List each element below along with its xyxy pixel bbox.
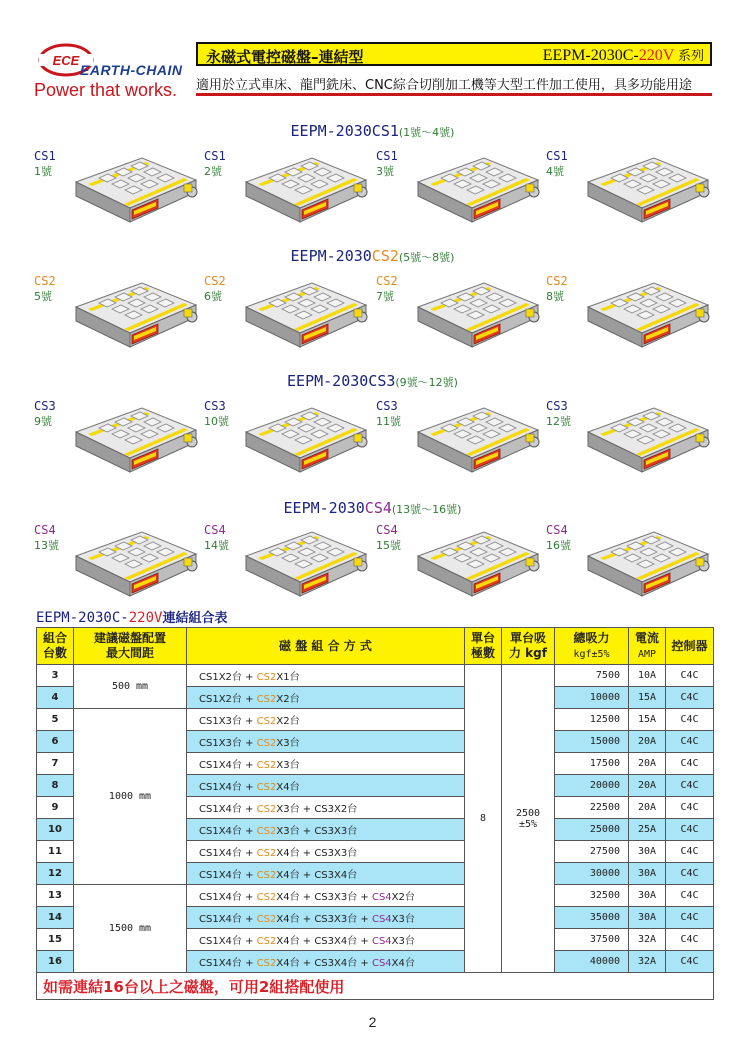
cell-total: 37500 bbox=[555, 929, 629, 951]
cell-combo: CS1X4台 + CS2X3台 + CS3X2台 bbox=[187, 797, 465, 819]
magnet-chuck-icon bbox=[404, 402, 544, 478]
unit-label bbox=[34, 400, 56, 429]
unit-code: CS3 bbox=[34, 399, 56, 413]
unit-cs2-4 bbox=[546, 275, 711, 353]
section-model: EEPM-2030 bbox=[290, 122, 372, 140]
cell-total: 12500 bbox=[555, 709, 629, 731]
unit-cs1-2 bbox=[204, 150, 369, 228]
unit-code: CS1 bbox=[34, 149, 56, 163]
unit-number: 14號 bbox=[204, 539, 229, 552]
magnet-chuck-icon bbox=[574, 402, 714, 478]
unit-label bbox=[546, 275, 568, 304]
cell-combo: CS1X4台 + CS2X4台 + CS3X3台 bbox=[187, 841, 465, 863]
unit-label bbox=[376, 400, 401, 429]
col-poles: 單台 極數 bbox=[465, 628, 502, 665]
table-footnote: 如需連結16台以上之磁盤，可用2組搭配使用 bbox=[37, 973, 714, 1000]
cell-count: 10 bbox=[37, 819, 74, 841]
unit-label bbox=[204, 524, 229, 553]
header-divider bbox=[196, 93, 712, 96]
cell-controller: C4C bbox=[666, 885, 714, 907]
unit-cs3-2 bbox=[204, 400, 369, 478]
cell-count: 8 bbox=[37, 775, 74, 797]
section-title-cs4 bbox=[0, 499, 745, 517]
cell-total: 35000 bbox=[555, 907, 629, 929]
cell-distance: 1500 mm bbox=[74, 885, 187, 973]
cell-amp: 30A bbox=[629, 863, 666, 885]
cell-controller: C4C bbox=[666, 951, 714, 973]
section-model: EEPM-2030 bbox=[290, 247, 372, 265]
cell-combo: CS1X4台 + CS2X4台 + CS3X4台 + CS4X3台 bbox=[187, 929, 465, 951]
col-total: 總吸力 kgf±5% bbox=[555, 628, 629, 665]
cell-total: 22500 bbox=[555, 797, 629, 819]
unit-label bbox=[204, 400, 229, 429]
cell-amp: 32A bbox=[629, 929, 666, 951]
brand-name: EARTH-CHAIN bbox=[80, 62, 183, 78]
unit-number: 4號 bbox=[546, 165, 564, 178]
col-amp: 電流 AMP bbox=[629, 628, 666, 665]
col-force: 單台吸 力 kgf bbox=[502, 628, 555, 665]
cell-total: 17500 bbox=[555, 753, 629, 775]
cell-combo: CS1X4台 + CS2X4台 bbox=[187, 775, 465, 797]
cell-count: 5 bbox=[37, 709, 74, 731]
cell-count: 12 bbox=[37, 863, 74, 885]
unit-label bbox=[546, 400, 571, 429]
unit-code: CS4 bbox=[34, 523, 56, 537]
unit-cs3-4 bbox=[546, 400, 711, 478]
logo-mark: ECE bbox=[52, 53, 80, 68]
section-range: (13號～16號) bbox=[391, 503, 462, 516]
magnet-chuck-icon bbox=[62, 526, 202, 602]
unit-code: CS1 bbox=[546, 149, 568, 163]
unit-code: CS3 bbox=[376, 399, 398, 413]
cell-distance: 1000 mm bbox=[74, 709, 187, 885]
magnet-chuck-icon bbox=[404, 277, 544, 353]
unit-label bbox=[546, 524, 571, 553]
magnet-chuck-icon bbox=[62, 402, 202, 478]
unit-number: 13號 bbox=[34, 539, 59, 552]
cell-total: 27500 bbox=[555, 841, 629, 863]
unit-code: CS3 bbox=[546, 399, 568, 413]
cell-amp: 20A bbox=[629, 753, 666, 775]
combination-table bbox=[36, 627, 714, 1000]
cell-count: 14 bbox=[37, 907, 74, 929]
section-range: (1號～4號) bbox=[398, 126, 455, 139]
subtitle: 適用於立式車床、龍門銑床、CNC綜合切削加工機等大型工件加工使用，具多功能用途 bbox=[196, 78, 692, 93]
unit-number: 6號 bbox=[204, 290, 222, 303]
unit-number: 10號 bbox=[204, 415, 229, 428]
unit-label bbox=[34, 275, 56, 304]
section-title-cs1 bbox=[0, 122, 745, 140]
unit-label bbox=[546, 150, 568, 179]
model-title: EEPM-2030C-220V 系列 bbox=[542, 47, 704, 64]
cell-controller: C4C bbox=[666, 753, 714, 775]
section-code: CS3 bbox=[368, 372, 396, 390]
unit-label bbox=[376, 150, 398, 179]
cell-amp: 10A bbox=[629, 665, 666, 687]
cell-total: 30000 bbox=[555, 863, 629, 885]
magnet-chuck-icon bbox=[232, 152, 372, 228]
col-controller: 控制器 bbox=[666, 628, 714, 665]
unit-number: 11號 bbox=[376, 415, 401, 428]
unit-code: CS2 bbox=[546, 274, 568, 288]
title-bar bbox=[196, 42, 712, 66]
cell-combo: CS1X4台 + CS2X4台 + CS3X4台 + CS4X4台 bbox=[187, 951, 465, 973]
col-combo: 磁 盤 組 合 方 式 bbox=[187, 628, 465, 665]
unit-cs3-1 bbox=[34, 400, 199, 478]
magnet-chuck-icon bbox=[62, 152, 202, 228]
cell-combo: CS1X4台 + CS2X4台 + CS3X4台 bbox=[187, 863, 465, 885]
unit-label bbox=[204, 150, 226, 179]
unit-code: CS1 bbox=[376, 149, 398, 163]
unit-cs2-3 bbox=[376, 275, 541, 353]
table-row bbox=[37, 885, 714, 907]
unit-label bbox=[34, 524, 59, 553]
unit-cs1-3 bbox=[376, 150, 541, 228]
section-code: CS2 bbox=[371, 247, 399, 265]
cell-total: 15000 bbox=[555, 731, 629, 753]
cell-count: 6 bbox=[37, 731, 74, 753]
unit-code: CS1 bbox=[204, 149, 226, 163]
cell-count: 15 bbox=[37, 929, 74, 951]
cell-combo: CS1X2台 + CS2X1台 bbox=[187, 665, 465, 687]
magnet-chuck-icon bbox=[404, 526, 544, 602]
cell-count: 9 bbox=[37, 797, 74, 819]
cell-combo: CS1X2台 + CS2X2台 bbox=[187, 687, 465, 709]
unit-code: CS4 bbox=[546, 523, 568, 537]
cell-total: 40000 bbox=[555, 951, 629, 973]
unit-number: 12號 bbox=[546, 415, 571, 428]
cell-total: 7500 bbox=[555, 665, 629, 687]
unit-code: CS4 bbox=[204, 523, 226, 537]
section-code: CS4 bbox=[364, 499, 392, 517]
cell-controller: C4C bbox=[666, 819, 714, 841]
cell-count: 16 bbox=[37, 951, 74, 973]
cell-count: 11 bbox=[37, 841, 74, 863]
cell-controller: C4C bbox=[666, 775, 714, 797]
page-title: 永磁式電控磁盤–連結型 bbox=[206, 48, 364, 66]
table-title: EEPM-2030C-220V連結組合表 bbox=[36, 610, 228, 626]
unit-cs2-1 bbox=[34, 275, 199, 353]
page-number: 2 bbox=[368, 1014, 377, 1030]
unit-cs4-2 bbox=[204, 524, 369, 602]
table-row bbox=[37, 709, 714, 731]
unit-number: 1號 bbox=[34, 165, 52, 178]
cell-amp: 30A bbox=[629, 907, 666, 929]
unit-code: CS2 bbox=[204, 274, 226, 288]
cell-controller: C4C bbox=[666, 841, 714, 863]
cell-combo: CS1X3台 + CS2X3台 bbox=[187, 731, 465, 753]
cell-combo: CS1X3台 + CS2X2台 bbox=[187, 709, 465, 731]
cell-amp: 30A bbox=[629, 885, 666, 907]
unit-cs3-3 bbox=[376, 400, 541, 478]
magnet-chuck-icon bbox=[232, 402, 372, 478]
section-title-cs2 bbox=[0, 247, 745, 265]
cell-total: 32500 bbox=[555, 885, 629, 907]
cell-force: 2500 ±5% bbox=[502, 665, 555, 973]
cell-amp: 15A bbox=[629, 687, 666, 709]
magnet-chuck-icon bbox=[232, 277, 372, 353]
magnet-chuck-icon bbox=[574, 152, 714, 228]
cell-amp: 25A bbox=[629, 819, 666, 841]
cell-amp: 30A bbox=[629, 841, 666, 863]
section-range: (9號～12號) bbox=[395, 376, 458, 389]
cell-controller: C4C bbox=[666, 731, 714, 753]
section-model: EEPM-2030 bbox=[287, 372, 369, 390]
cell-count: 4 bbox=[37, 687, 74, 709]
unit-cs2-2 bbox=[204, 275, 369, 353]
cell-poles: 8 bbox=[465, 665, 502, 973]
cell-controller: C4C bbox=[666, 863, 714, 885]
unit-cs1-1 bbox=[34, 150, 199, 228]
unit-label bbox=[376, 524, 401, 553]
unit-number: 8號 bbox=[546, 290, 564, 303]
cell-amp: 20A bbox=[629, 731, 666, 753]
cell-distance: 500 mm bbox=[74, 665, 187, 709]
unit-label bbox=[204, 275, 226, 304]
cell-total: 20000 bbox=[555, 775, 629, 797]
cell-amp: 20A bbox=[629, 775, 666, 797]
unit-cs4-4 bbox=[546, 524, 711, 602]
cell-count: 7 bbox=[37, 753, 74, 775]
section-title-cs3 bbox=[0, 372, 745, 390]
unit-number: 2號 bbox=[204, 165, 222, 178]
cell-combo: CS1X4台 + CS2X3台 + CS3X3台 bbox=[187, 819, 465, 841]
unit-cs4-1 bbox=[34, 524, 199, 602]
table-header-row bbox=[37, 628, 714, 665]
unit-number: 9號 bbox=[34, 415, 52, 428]
unit-number: 7號 bbox=[376, 290, 394, 303]
section-code: CS1 bbox=[371, 122, 399, 140]
cell-controller: C4C bbox=[666, 929, 714, 951]
unit-number: 5號 bbox=[34, 290, 52, 303]
brand-slogan: Power that works. bbox=[34, 80, 178, 100]
table-row bbox=[37, 665, 714, 687]
cell-combo: CS1X4台 + CS2X4台 + CS3X3台 + CS4X2台 bbox=[187, 885, 465, 907]
unit-code: CS3 bbox=[204, 399, 226, 413]
cell-controller: C4C bbox=[666, 709, 714, 731]
magnet-chuck-icon bbox=[574, 277, 714, 353]
section-range: (5號～8號) bbox=[398, 251, 455, 264]
brand-logo bbox=[30, 38, 190, 102]
unit-number: 3號 bbox=[376, 165, 394, 178]
cell-total: 25000 bbox=[555, 819, 629, 841]
unit-code: CS2 bbox=[376, 274, 398, 288]
magnet-chuck-icon bbox=[404, 152, 544, 228]
magnet-chuck-icon bbox=[574, 526, 714, 602]
cell-count: 13 bbox=[37, 885, 74, 907]
magnet-chuck-icon bbox=[232, 526, 372, 602]
unit-number: 15號 bbox=[376, 539, 401, 552]
cell-amp: 32A bbox=[629, 951, 666, 973]
cell-controller: C4C bbox=[666, 907, 714, 929]
cell-controller: C4C bbox=[666, 687, 714, 709]
cell-total: 10000 bbox=[555, 687, 629, 709]
cell-combo: CS1X4台 + CS2X3台 bbox=[187, 753, 465, 775]
cell-amp: 20A bbox=[629, 797, 666, 819]
unit-code: CS4 bbox=[376, 523, 398, 537]
section-model: EEPM-2030 bbox=[283, 499, 365, 517]
cell-controller: C4C bbox=[666, 665, 714, 687]
col-count: 組合 台數 bbox=[37, 628, 74, 665]
cell-amp: 15A bbox=[629, 709, 666, 731]
unit-cs4-3 bbox=[376, 524, 541, 602]
cell-combo: CS1X4台 + CS2X4台 + CS3X3台 + CS4X3台 bbox=[187, 907, 465, 929]
cell-count: 3 bbox=[37, 665, 74, 687]
unit-label bbox=[34, 150, 56, 179]
table-footer-row bbox=[37, 973, 714, 1000]
cell-controller: C4C bbox=[666, 797, 714, 819]
unit-code: CS2 bbox=[34, 274, 56, 288]
unit-label bbox=[376, 275, 398, 304]
col-distance: 建議磁盤配置 最大間距 bbox=[74, 628, 187, 665]
magnet-chuck-icon bbox=[62, 277, 202, 353]
unit-cs1-4 bbox=[546, 150, 711, 228]
unit-number: 16號 bbox=[546, 539, 571, 552]
